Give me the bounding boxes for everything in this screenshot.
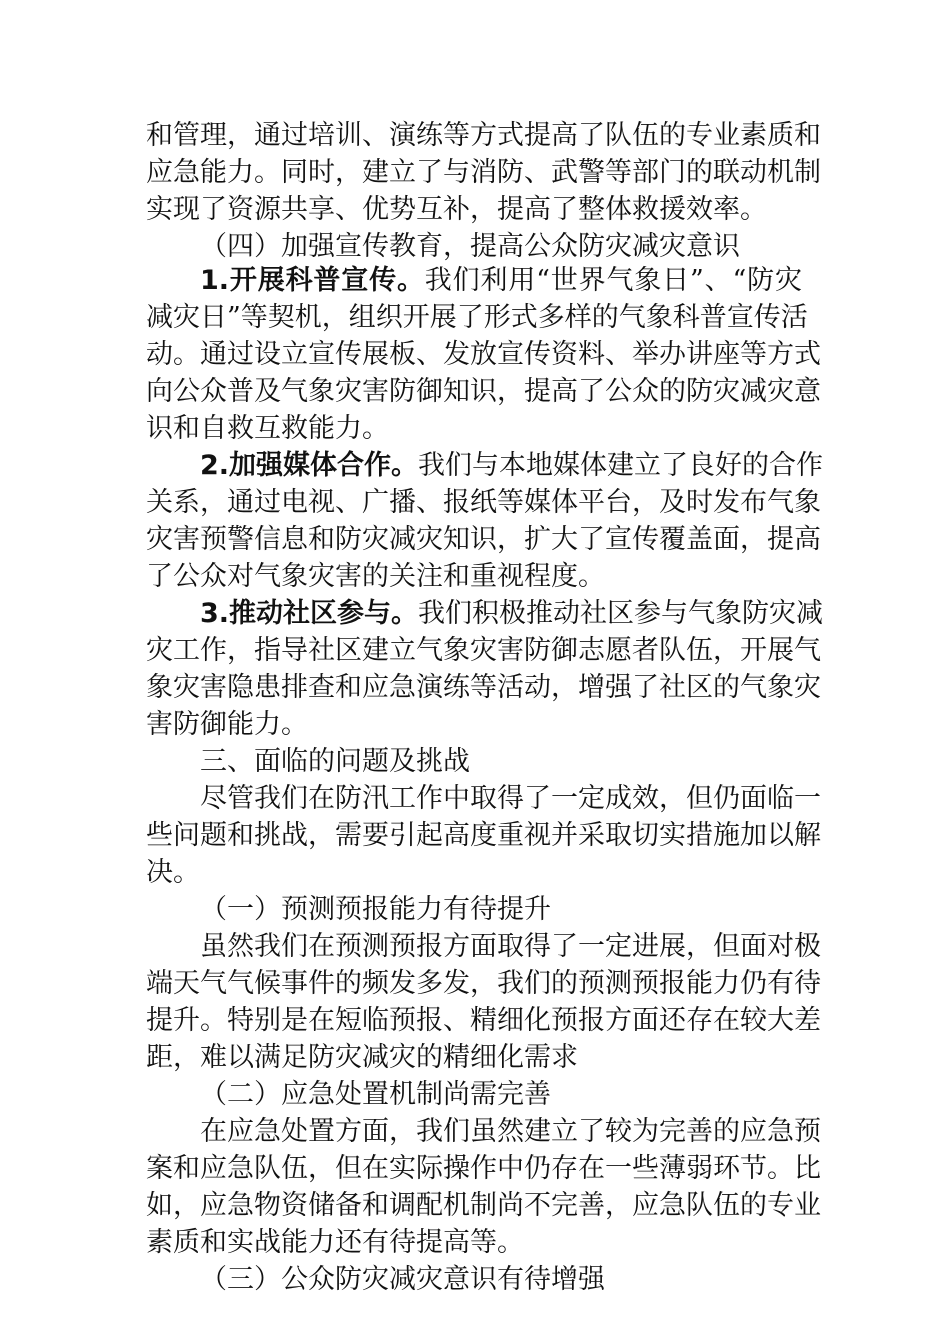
body-line: 和管理，通过培训、演练等方式提高了队伍的专业素质和 (146, 120, 821, 151)
body-line: 灾害预警信息和防灾减灾知识，扩大了宣传覆盖面，提高 (146, 524, 821, 555)
item-text: 我们积极推动社区参与气象防灾减 (418, 598, 824, 629)
body-line: 关系，通过电视、广播、报纸等媒体平台，及时发布气象 (146, 487, 821, 518)
body-line: 动。通过设立宣传展板、发放宣传资料、举办讲座等方式 (146, 339, 821, 370)
body-line: 了公众对气象灾害的关注和重视程度。 (146, 561, 605, 592)
body-line: 素质和实战能力还有待提高等。 (146, 1227, 524, 1258)
item-text: 我们与本地媒体建立了良好的合作 (418, 450, 824, 481)
section-heading: （三）公众防灾减灾意识有待增强 (200, 1264, 605, 1295)
body-line: 在应急处置方面，我们虽然建立了较为完善的应急预 (200, 1116, 821, 1147)
body-line: 害防御能力。 (146, 709, 308, 740)
body-line: 应急能力。同时，建立了与消防、武警等部门的联动机制 (146, 157, 821, 188)
body-line (200, 597, 824, 631)
body-line: 识和自救互救能力。 (146, 413, 389, 444)
body-line: 象灾害隐患排查和应急演练等活动，增强了社区的气象灾 (146, 672, 821, 703)
body-line: 实现了资源共享、优势互补，提高了整体救援效率。 (146, 194, 767, 225)
body-line: 些问题和挑战，需要引起高度重视并采取切实措施加以解 (146, 820, 821, 851)
body-line (200, 449, 824, 483)
section-heading: （一）预测预报能力有待提升 (200, 894, 551, 925)
body-line: 决。 (146, 857, 200, 888)
body-line: 向公众普及气象灾害防御知识，提高了公众的防灾减灾意 (146, 376, 821, 407)
body-line: 提升。特别是在短临预报、精细化预报方面还存在较大差 (146, 1005, 821, 1036)
item-text: 我们利用“世界气象日”、“防灾 (424, 265, 802, 296)
body-line: 端天气气候事件的频发多发，我们的预测预报能力仍有待 (146, 968, 821, 999)
item-lead: 2.加强媒体合作。 (200, 450, 419, 481)
body-line: 距，难以满足防灾减灾的精细化需求 (146, 1042, 578, 1073)
section-heading: （四）加强宣传教育，提高公众防灾减灾意识 (200, 231, 740, 262)
body-line (200, 264, 802, 298)
body-line: 灾工作，指导社区建立气象灾害防御志愿者队伍，开展气 (146, 635, 821, 666)
section-heading: （二）应急处置机制尚需完善 (200, 1079, 551, 1110)
body-line: 尽管我们在防汛工作中取得了一定成效，但仍面临一 (200, 783, 821, 814)
item-lead: 3.推动社区参与。 (200, 598, 419, 629)
body-line: 减灾日”等契机，组织开展了形式多样的气象科普宣传活 (146, 302, 808, 333)
item-lead: 1.开展科普宣传。 (200, 265, 425, 296)
body-line: 案和应急队伍，但在实际操作中仍存在一些薄弱环节。比 (146, 1153, 821, 1184)
chapter-heading: 三、面临的问题及挑战 (200, 746, 470, 777)
body-line: 虽然我们在预测预报方面取得了一定进展，但面对极 (200, 931, 821, 962)
body-line: 如，应急物资储备和调配机制尚不完善，应急队伍的专业 (146, 1190, 821, 1221)
